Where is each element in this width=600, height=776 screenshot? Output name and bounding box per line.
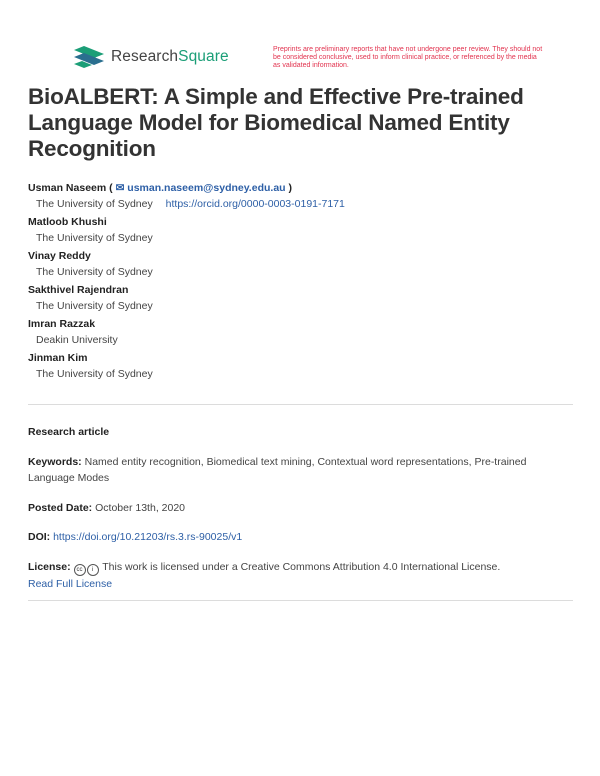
brand-name: ResearchSquare [111,48,229,65]
doi [28,529,576,545]
author-email-link[interactable]: usman.naseem@sydney.edu.au [127,182,286,194]
doi-label: DOI: [28,531,51,543]
attribution-icon: i [87,564,99,576]
license-label: License: [28,561,71,573]
read-full-license-link[interactable]: Read Full License [28,578,113,590]
author-name: Sakthivel Rajendran [28,284,129,296]
license [28,559,576,592]
creative-commons-icon: cc [74,564,86,576]
orcid-link[interactable]: https://orcid.org/0000-0003-0191-7171 [165,198,345,210]
author-affiliation: Deakin University [36,334,118,346]
author-affiliation: The University of Sydney [36,232,153,244]
author-item [28,350,588,382]
author-name: Vinay Reddy [28,250,91,262]
article-type: Research article [28,426,110,438]
email-icon: ✉ [115,182,125,194]
posted-date [28,500,576,516]
page-title: BioALBERT: A Simple and Effective Pre-trained Language Model for Biomedical Named Entity Recognition [28,84,524,161]
author-name: Jinman Kim [28,352,88,364]
author-item [28,248,588,280]
preprint-disclaimer: Preprints are preliminary reports that have not undergone peer review. They should not be considered conclusive, used to inform clinical practice, or referenced by the media as validated information. [273,46,543,70]
author-item [28,214,588,246]
license-text: This work is licensed under a Creative Commons Attribution 4.0 International License. [102,561,501,573]
keywords [28,454,576,486]
keywords-value: Named entity recognition, Biomedical text mining, Contextual word representations, Pre-trained Language Modes [28,456,527,484]
posted-date-label: Posted Date: [28,502,93,514]
author-affiliation: The University of Sydney [36,198,153,210]
research-square-logo-icon [74,46,104,68]
author-name: Usman Naseem [28,182,107,194]
author-affiliation: The University of Sydney [36,368,153,380]
author-item [28,282,588,314]
author-affiliation: The University of Sydney [36,266,153,278]
research-square-logo[interactable] [74,46,229,68]
author-affiliation: The University of Sydney [36,300,153,312]
author-name: Matloob Khushi [28,216,107,228]
doi-link[interactable]: https://doi.org/10.21203/rs.3.rs-90025/v1 [53,531,243,543]
section-divider [28,404,573,405]
author-item: Usman Naseem ( ✉ usman.naseem@sydney.edu.au ) The University of Sydney https://orcid.org/0000-0003-0191-7171 [28,182,345,210]
keywords-label: Keywords: [28,456,82,468]
author-name: Imran Razzak [28,318,96,330]
posted-date-value: October 13th, 2020 [95,502,186,514]
author-item [28,316,588,348]
author-list [28,180,588,384]
section-divider [28,600,573,601]
